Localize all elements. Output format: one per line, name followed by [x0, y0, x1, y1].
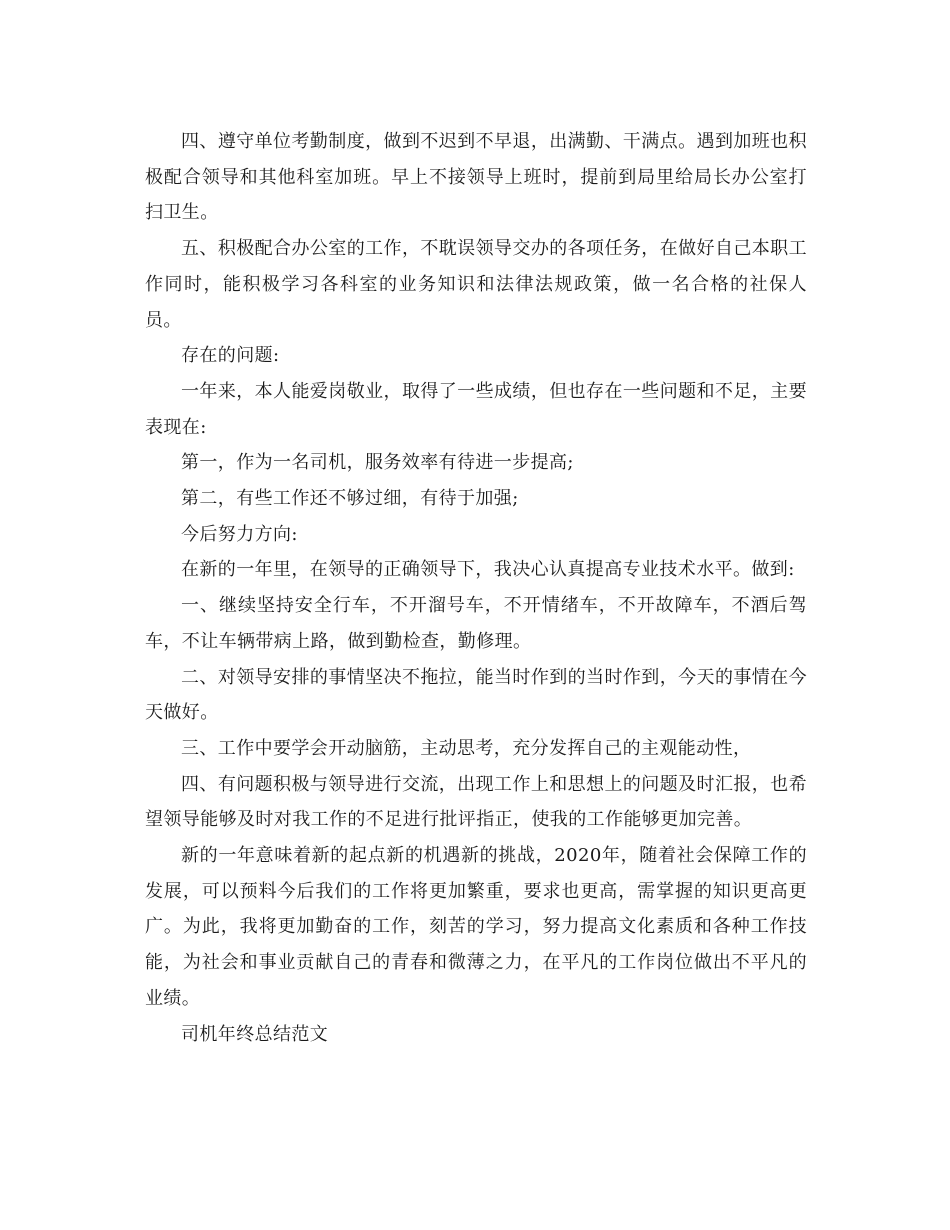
- paragraph-direction-two: 二、对领导安排的事情坚决不拖拉，能当时作到的当时作到，今天的事情在今天做好。: [145, 666, 807, 724]
- paragraph-direction-three: 三、工作中要学会开动脑筋，主动思考，充分发挥自己的主观能动性，: [181, 737, 752, 759]
- paragraph-direction-one: 一、继续坚持安全行车，不开溜号车，不开情绪车，不开故障车，不酒后驾车，不让车辆带病上路，做到勤检查，勤修理。: [145, 595, 807, 652]
- heading-future-direction: 今后努力方向:: [181, 523, 298, 545]
- document-body: [145, 124, 807, 1052]
- paragraph-problems-intro: 一年来，本人能爱岗敬业，取得了一些成绩，但也存在一些问题和不足，主要表现在:: [145, 380, 807, 438]
- paragraph-new-year-outlook: 新的一年意味着新的起点新的机遇新的挑战，2020年，随着社会保障工作的发展，可以预料今后我们的工作将更加繁重，要求也更高，需掌握的知识更高更广。为此，我将更加勤奋的工作，刻苦的学习，努力提高文化素质和各种工作技能，为社会和事业贡献自己的青春和微薄之力，在平凡的工作岗位做出不平凡的业绩。: [145, 845, 807, 1009]
- paragraph-next-title: 司机年终总结范文: [181, 1023, 329, 1045]
- paragraph-direction-intro: 在新的一年里，在领导的正确领导下，我决心认真提高专业技术水平。做到:: [181, 559, 795, 581]
- paragraph-direction-four: 四、有问题积极与领导进行交流，出现工作上和思想上的问题及时汇报，也希望领导能够及时对我工作的不足进行批评指正，使我的工作能够更加完善。: [145, 773, 807, 831]
- paragraph-problem-one: 第一，作为一名司机，服务效率有待进一步提高;: [181, 452, 574, 474]
- paragraph-office-cooperation: 五、积极配合办公室的工作，不耽误领导交办的各项任务，在做好自己本职工作同时，能积极学习各科室的业务知识和法律法规政策，做一名合格的社保人员。: [145, 238, 807, 331]
- heading-existing-problems: 存在的问题:: [181, 345, 280, 367]
- paragraph-problem-two: 第二，有些工作还不够过细，有待于加强;: [181, 488, 519, 510]
- paragraph-attendance: 四、遵守单位考勤制度，做到不迟到不早退，出满勤、干满点。遇到加班也积极配合领导和其他科室加班。早上不接领导上班时，提前到局里给局长办公室打扫卫生。: [145, 131, 807, 224]
